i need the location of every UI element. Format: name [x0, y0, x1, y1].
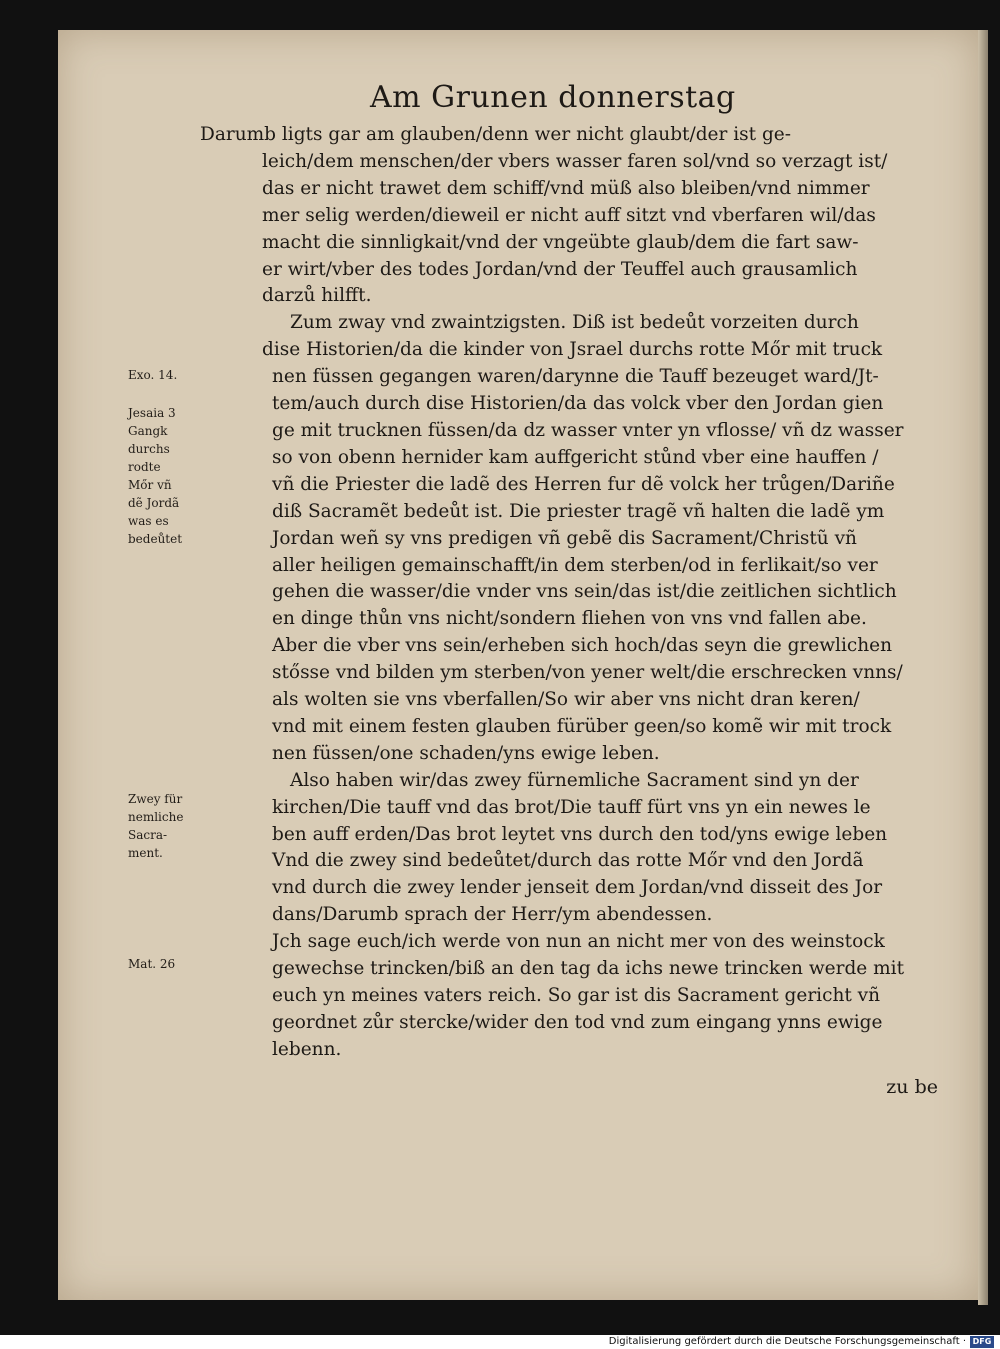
- text-line: als wolten sie vns vberfallen/So wir aber vns nicht dran keren/: [272, 689, 860, 711]
- text-line: kirchen/Die tauff vnd das brot/Die tauff fürt vns yn ein newes le: [272, 796, 871, 818]
- margin-note-exodus: [128, 366, 204, 384]
- margin-note-line: rodte: [128, 460, 161, 474]
- text-line: darzů hilfft.: [262, 285, 372, 307]
- text-line: geordnet zůr stercke/wider den tod vnd zum eingang ynns ewige: [272, 1011, 883, 1033]
- footer-bar: [0, 1335, 1000, 1349]
- margin-note-line: Mat. 26: [128, 957, 176, 971]
- catchword: zu be: [886, 1076, 938, 1098]
- margin-note-line: dẽ Jordã: [128, 496, 180, 510]
- margin-note-line: Sacra-: [128, 828, 168, 842]
- margin-note-line: Jesaia 3: [128, 406, 176, 420]
- text-line: en dinge thůn vns nicht/sondern fliehen von vns vnd fallen abe.: [272, 608, 867, 630]
- text-line: leich/dem menschen/der vbers wasser faren sol/vnd so verzagt ist/: [262, 150, 888, 172]
- text-line: das er nicht trawet dem schiff/vnd müß also bleiben/vnd nimmer: [262, 177, 870, 199]
- text-line: lebenn.: [272, 1038, 342, 1060]
- text-line: Darumb ligts gar am glauben/denn wer nicht glaubt/der ist ge-: [200, 124, 791, 145]
- text-line: vnd mit einem festen glauben fürüber geen/so komẽ wir mit trock: [272, 715, 892, 737]
- margin-note-line: Gangk: [128, 424, 168, 438]
- text-line: Jch sage euch/ich werde von nun an nicht mer von des weinstock: [272, 931, 885, 953]
- margin-note-jesaia: [128, 404, 204, 548]
- text-line: gewechse trincken/biß an den tag da ichs newe trincken werde mit: [272, 958, 905, 980]
- running-head: Am Grunen donnerstag: [370, 80, 736, 115]
- text-line: vnd durch die zwey lender jenseit dem Jordan/vnd disseit des Jor: [272, 877, 883, 899]
- text-line: mer selig werden/dieweil er nicht auff sitzt vnd vberfaren wil/das: [262, 204, 876, 226]
- margin-note-line: Mőr vñ: [128, 478, 172, 492]
- text-line: Aber die vber vns sein/erheben sich hoch/das seyn die grewlichen: [272, 635, 893, 657]
- text-line: Vnd die zwey sind bedeůtet/durch das rotte Mőr vnd den Jordã: [272, 850, 864, 872]
- text-line: stősse vnd bilden ym sterben/von yener welt/die erschrecken vnns/: [272, 662, 903, 684]
- text-line: Zum zway vnd zwaintzigsten. Diß ist bedeůt vorzeiten durch: [290, 312, 859, 334]
- text-line: euch yn meines vaters reich. So gar ist dis Sacrament gericht vñ: [272, 985, 881, 1006]
- text-line: Also haben wir/das zwey fürnemliche Sacrament sind yn der: [290, 769, 859, 791]
- text-line: tem/auch durch dise Historien/da das volck vber den Jordan gien: [272, 393, 884, 415]
- margin-note-matthew: [128, 955, 204, 973]
- text-line: macht die sinnligkait/vnd der vngeübte glaub/dem die fart saw-: [262, 231, 859, 253]
- text-line: dans/Darumb sprach der Herr/ym abendessen.: [272, 904, 713, 926]
- text-line: gehen die wasser/die vnder vns sein/das ist/die zeitlichen sichtlich: [272, 581, 897, 603]
- text-line: so von obenn hernider kam auffgericht stůnd vber eine hauffen /: [272, 446, 879, 468]
- text-line: dise Historien/da die kinder von Jsrael durchs rotte Mőr mit truck: [262, 339, 883, 361]
- text-line: nen füssen/one schaden/yns ewige leben.: [272, 742, 660, 764]
- text-line: nen füssen gegangen waren/darynne die Tauff bezeuget ward/Jt-: [272, 366, 879, 388]
- margin-note-line: ment.: [128, 846, 163, 860]
- dfg-logo[interactable]: DFG: [970, 1336, 994, 1348]
- footer-credit: Digitalisierung gefördert durch die Deutsche Forschungsgemeinschaft ·: [608, 1336, 966, 1347]
- text-line: vñ die Priester die ladẽ des Herren fur dẽ volck her trůgen/Dariñe: [272, 473, 895, 495]
- text-line: ge mit trucknen füssen/da dz wasser vnter yn vflosse/ vñ dz wasser: [272, 419, 904, 441]
- text-line: aller heiligen gemainschafft/in dem sterben/od in ferlikait/so ver: [272, 554, 878, 576]
- margin-note-line: bedeůtet: [128, 532, 183, 546]
- text-line: diß Sacramẽt bedeůt ist. Die priester tragẽ vñ halten die ladẽ ym: [272, 500, 885, 522]
- text-line: Jordan weñ sy vns predigen vñ gebẽ dis Sacrament/Christũ vñ: [272, 527, 857, 549]
- margin-note-line: nemliche: [128, 810, 184, 824]
- margin-note-line: was es: [128, 514, 169, 528]
- text-line: ben auff erden/Das brot leytet vns durch den tod/yns ewige leben: [272, 823, 888, 845]
- margin-note-line: Exo. 14.: [128, 368, 178, 382]
- margin-note-line: durchs: [128, 442, 170, 456]
- margin-note-zwey-sacrament: [128, 790, 204, 862]
- text-line: er wirt/vber des todes Jordan/vnd der Teuffel auch grausamlich: [262, 258, 858, 280]
- page-edge: [978, 30, 988, 1305]
- main-text: [200, 122, 945, 1064]
- margin-note-line: Zwey für: [128, 792, 183, 806]
